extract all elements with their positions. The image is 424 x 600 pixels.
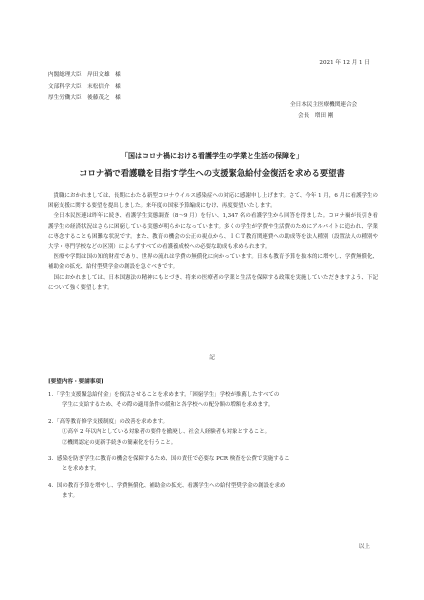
closing-ijo: 以上 bbox=[358, 544, 370, 550]
body-paragraph-request: 国におかれましては、日本国憲法の精神にもとづき、将来の医療者の学業と生活を保障する政策を実施していただきますよう、下記について強く要望します。 bbox=[48, 274, 378, 291]
recipient-list bbox=[48, 70, 121, 105]
document-title: コロナ禍で看護職を目指す学生への支援緊急給付金復活を求める要望書 bbox=[79, 168, 345, 178]
request-text-continued: とを求めます。 bbox=[62, 466, 100, 473]
request-subitem-2: ②機関認定の更新手続きの簡素化を行うこと。 bbox=[62, 439, 177, 446]
request-text-continued: ます。 bbox=[62, 493, 78, 500]
request-text: 4．国の教育予算を増やし、学費無償化、補助金の拡充、看護学生への給付型奨学金の創設を求め bbox=[48, 482, 286, 489]
ki-marker: 記 bbox=[209, 355, 215, 361]
recipient-prime-minister: 内閣総理大臣 岸田文雄 様 bbox=[48, 72, 121, 78]
request-subitem-1: ①高卒 2 年以内としている対象者の要件を撤廃し、社会人経験者も対象とすること。 bbox=[62, 429, 271, 436]
request-item-1 bbox=[48, 390, 378, 411]
body-paragraph-budget: 医療や学問は国の知的財産であり、世界の流れは学費の無償化に向かっています。日本も教育予算を抜本的に増やし、学費無償化、補助金の拡充、給付型奨学金の創設を急ぐべきです。 bbox=[48, 254, 378, 271]
document-date: 2021 年 12 月 1 日 bbox=[319, 60, 370, 66]
body-paragraph-greeting: 貴職におかれましては、長期にわたる新型コロナウイルス感染症への対応に感謝申し上げます。さて、今年 1 月，6 月に看護学生の困窮支援に関する要望を提出しました。来年度の国家予算編成にむけ、再度要望いたします。 bbox=[48, 193, 378, 210]
recipient-education-minister: 文部科学大臣 末松信介 様 bbox=[48, 83, 121, 90]
request-item-4 bbox=[48, 481, 378, 502]
request-item-2 bbox=[48, 417, 378, 448]
request-text: 2．「高等教育修学支援制度」の改善を求めます。 bbox=[48, 418, 168, 425]
request-list bbox=[48, 390, 378, 508]
request-text: 1．「学生支援緊急給付金」を復活させることを求めます。「困窮学生」学校が推薦したすべての bbox=[48, 392, 280, 398]
request-item-3 bbox=[48, 454, 378, 475]
request-text-continued: 学生に支給するため、その際の適用条件の緩和と各学校への配分額の増額を求めます。 bbox=[62, 402, 274, 409]
requests-heading: [要望内容・要請事項] bbox=[48, 379, 104, 385]
sender-organization: 全日本民主医療機関連合会 bbox=[290, 102, 358, 108]
recipient-health-minister: 厚生労働大臣 後藤茂之 様 bbox=[48, 95, 121, 101]
document-body bbox=[48, 191, 378, 293]
request-text: 3．感染を防ぎ学生に教育の機会を保障するため、国の責任で必要な PCR 検査を公費で実施するこ bbox=[48, 456, 290, 463]
document-subtitle: 「国はコロナ禍における看護学生の学業と生活の保障を」 bbox=[121, 151, 303, 160]
sender-block bbox=[290, 100, 370, 121]
body-paragraph-survey: 全日本民医連は昨年に続き、看護学生実態調査（8～9 月）を行い、1,347 名の看護学生から回答を得ました。コロナ禍が長引き看護学生の経済状況はさらに困窮している実態が明らかになっています。多くの学生が学費や生活費のためにアルバイトに追われ、学業に専念することも困難な状況です。また、教育の機会の公正の視点から、ＩＣＴ教育関連費への助成等を法人種別（設置法人の種別や大学・専門学校などの区別）によらずすべての看護養成校への必要な助成も求められます。 bbox=[48, 213, 378, 251]
sender-signature: 会長 増田 剛 bbox=[298, 112, 334, 119]
